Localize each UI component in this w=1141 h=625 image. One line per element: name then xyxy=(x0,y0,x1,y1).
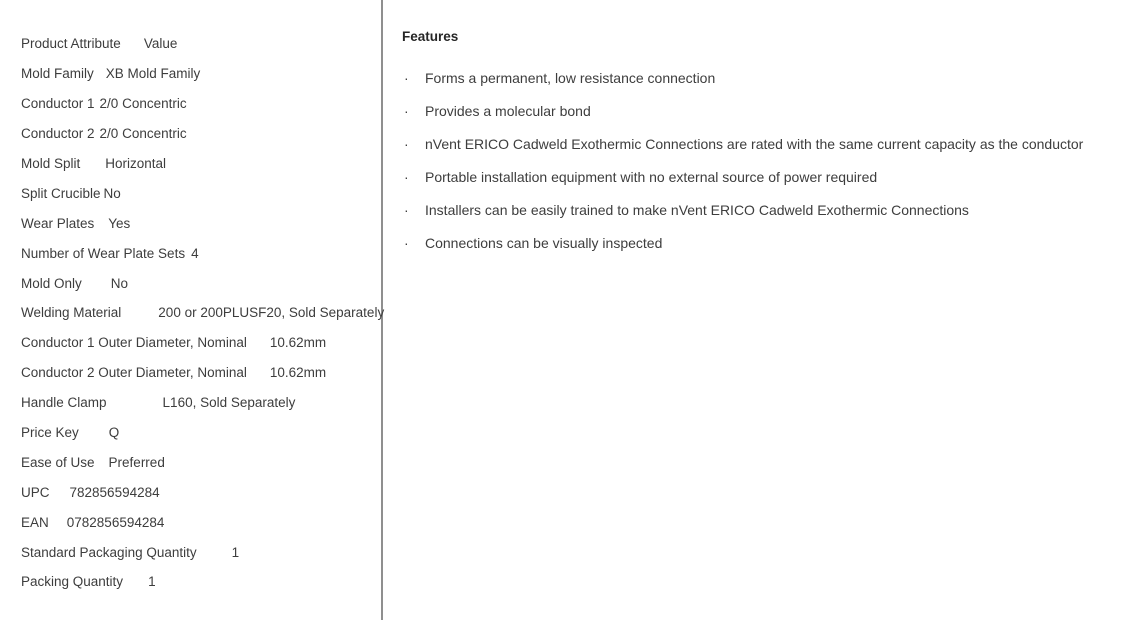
spec-attribute: UPC xyxy=(21,484,50,500)
spec-value: Horizontal xyxy=(105,156,167,171)
spec-value: Yes xyxy=(108,215,131,231)
feature-text: nVent ERICO Cadweld Exothermic Connections are rated with the same current capacity as the conductor xyxy=(425,136,1084,152)
feature-item xyxy=(402,103,1140,120)
spec-row xyxy=(21,477,376,507)
spec-attribute: Mold Only xyxy=(21,275,82,291)
spec-value: 1 xyxy=(148,574,156,590)
spec-header-attribute: Product Attribute xyxy=(21,36,121,52)
spec-attribute: EAN xyxy=(21,514,49,530)
spec-table xyxy=(21,29,385,597)
feature-text: Provides a molecular bond xyxy=(425,103,591,119)
bullet-icon: · xyxy=(404,70,409,86)
spec-row xyxy=(21,447,376,477)
features-section xyxy=(402,28,1140,252)
spec-attribute: Conductor 1 Outer Diameter, Nominal xyxy=(21,335,247,351)
spec-attribute: Ease of Use xyxy=(21,454,95,470)
spec-row xyxy=(21,238,376,268)
spec-attribute: Handle Clamp xyxy=(21,395,107,411)
spec-value: L160, Sold Separately xyxy=(162,395,296,411)
spec-attribute: Number of Wear Plate Sets xyxy=(21,245,186,261)
feature-text: Forms a permanent, low resistance connection xyxy=(425,70,716,86)
spec-attribute: Conductor 2 Outer Diameter, Nominal xyxy=(21,365,247,381)
feature-item xyxy=(402,136,1140,153)
spec-row xyxy=(21,59,376,89)
spec-row xyxy=(21,567,376,597)
spec-value: 782856594284 xyxy=(69,484,160,500)
spec-attribute: Packing Quantity xyxy=(21,574,124,590)
spec-value: 200 or 200PLUSF20, Sold Separately xyxy=(158,305,385,321)
features-list xyxy=(402,70,1140,252)
spec-value: No xyxy=(103,185,121,201)
spec-value: Q xyxy=(108,425,120,441)
spec-row xyxy=(21,268,376,298)
spec-row xyxy=(21,328,376,358)
spec-attribute: Wear Plates xyxy=(21,215,95,231)
spec-value: 10.62mm xyxy=(269,335,327,351)
spec-attribute: Conductor 2 xyxy=(21,126,95,142)
spec-value: 4 xyxy=(191,245,199,261)
feature-item xyxy=(402,235,1140,252)
spec-header-row xyxy=(21,29,376,59)
spec-row xyxy=(21,89,376,119)
spec-attribute: Standard Packaging Quantity xyxy=(21,544,197,560)
spec-value: 10.62mm xyxy=(269,365,327,381)
spec-row xyxy=(21,388,376,418)
spec-value: 2/0 Concentric xyxy=(99,126,187,142)
feature-item xyxy=(402,202,1140,219)
spec-row xyxy=(21,208,376,238)
spec-value: XB Mold Family xyxy=(105,66,201,82)
spec-row xyxy=(21,149,376,179)
spec-attribute: Mold Family xyxy=(21,66,94,82)
feature-item xyxy=(402,169,1140,186)
spec-value: No xyxy=(110,275,129,291)
bullet-icon: · xyxy=(404,169,409,185)
spec-attribute: Welding Material xyxy=(21,305,122,321)
feature-item xyxy=(402,70,1140,87)
spec-row xyxy=(21,178,376,208)
feature-text: Connections can be visually inspected xyxy=(425,235,663,251)
spec-attribute: Mold Split xyxy=(21,156,81,171)
spec-attribute: Conductor 1 xyxy=(21,96,95,112)
spec-row xyxy=(21,418,376,448)
spec-value: 1 xyxy=(231,544,240,560)
features-title: Features xyxy=(402,29,459,44)
bullet-icon: · xyxy=(404,202,409,218)
spec-row xyxy=(21,507,376,537)
spec-value: 0782856594284 xyxy=(66,514,165,530)
spec-attribute: Price Key xyxy=(21,425,79,441)
feature-text: Portable installation equipment with no external source of power required xyxy=(425,169,878,185)
spec-value: 2/0 Concentric xyxy=(99,96,187,112)
spec-attribute: Split Crucible xyxy=(21,185,101,201)
spec-row xyxy=(21,358,376,388)
bullet-icon: · xyxy=(404,103,409,119)
spec-value: Preferred xyxy=(108,454,165,470)
spec-row xyxy=(21,537,376,567)
spec-header-value: Value xyxy=(143,36,178,52)
spec-row xyxy=(21,298,385,328)
bullet-icon: · xyxy=(404,235,409,251)
spec-row xyxy=(21,119,376,149)
bullet-icon: · xyxy=(404,136,409,152)
feature-text: Installers can be easily trained to make nVent ERICO Cadweld Exothermic Connections xyxy=(425,202,969,218)
